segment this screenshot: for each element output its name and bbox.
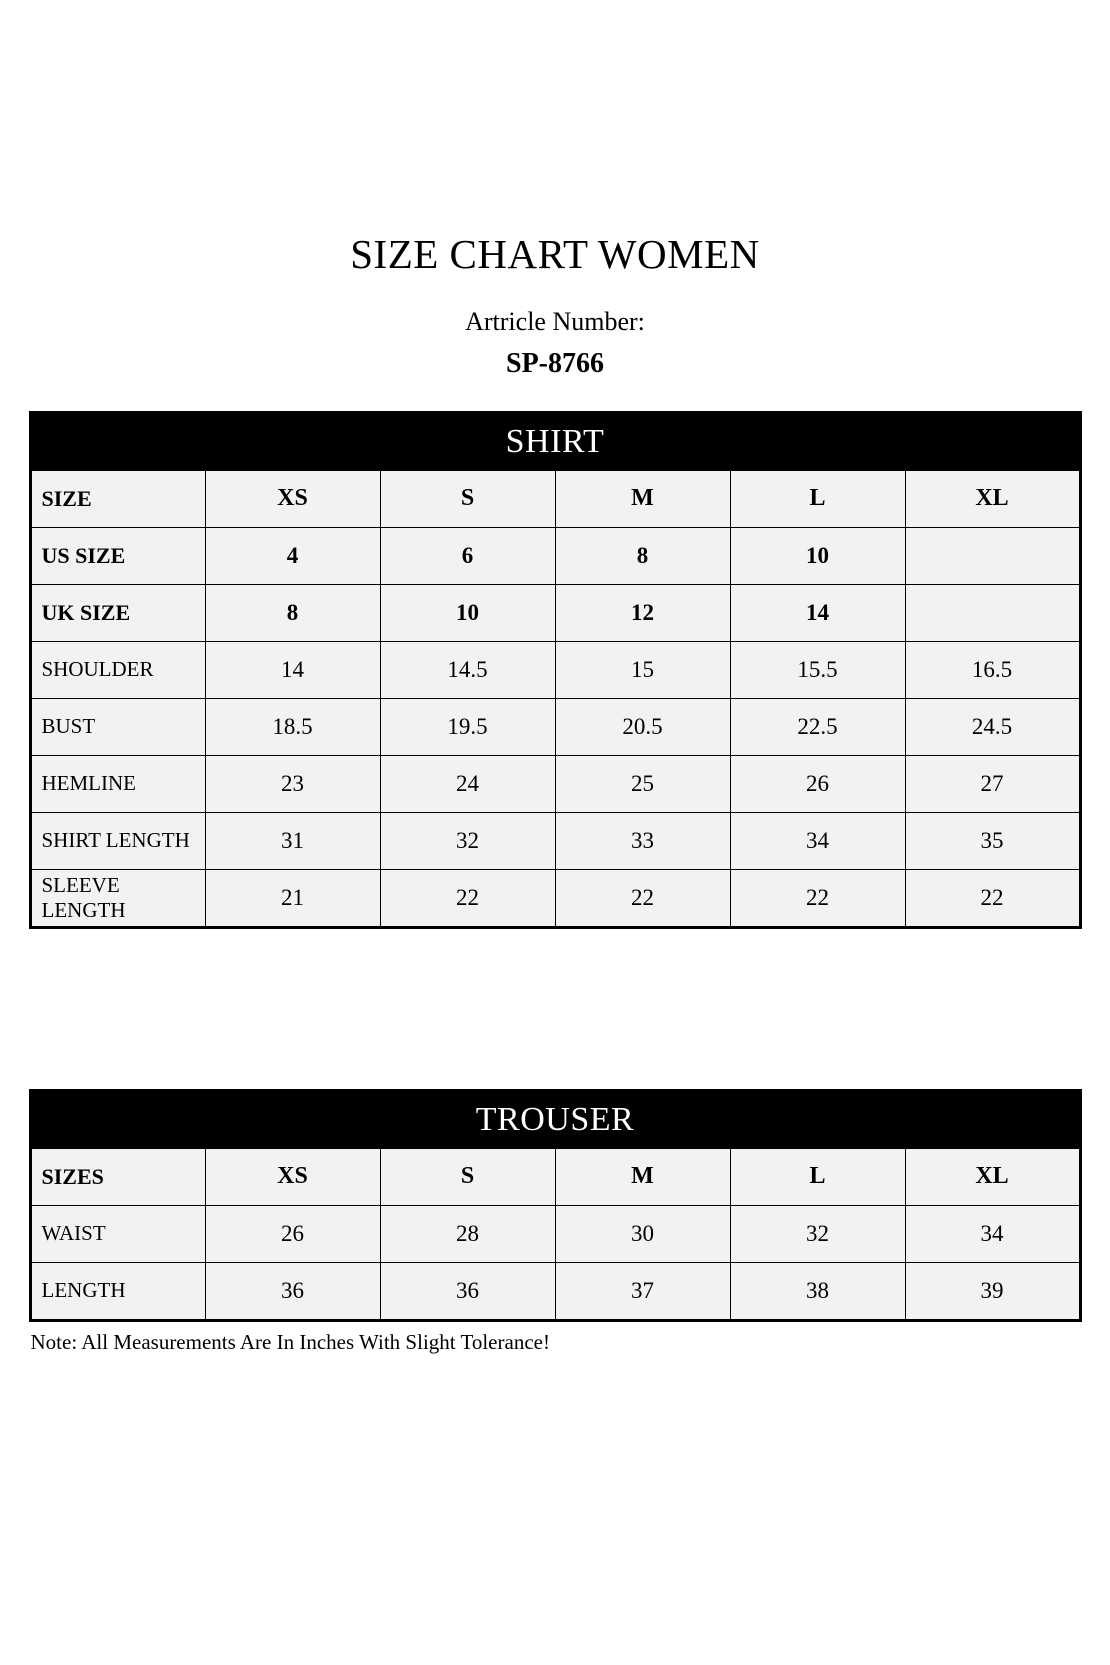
table-row [30, 869, 1080, 927]
trouser-size-xs: XS [205, 1148, 380, 1205]
cell-shirt-length-m: 33 [555, 812, 730, 869]
cell-bust-m: 20.5 [555, 698, 730, 755]
cell-uk-size-m: 12 [555, 584, 730, 641]
cell-sleeve-length-s: 22 [380, 869, 555, 927]
trouser-header-label: SIZES [30, 1148, 205, 1205]
cell-length-l: 38 [730, 1262, 905, 1320]
table-row [30, 1205, 1080, 1262]
article-number-value: SP-8766 [506, 347, 604, 379]
cell-hemline-xs: 23 [205, 755, 380, 812]
spacer [0, 383, 1110, 411]
cell-hemline-m: 25 [555, 755, 730, 812]
table-row [30, 584, 1080, 641]
cell-sleeve-length-l: 22 [730, 869, 905, 927]
shirt-table-block [29, 411, 1082, 929]
cell-waist-m: 30 [555, 1205, 730, 1262]
cell-hemline-l: 26 [730, 755, 905, 812]
cell-shirt-length-xl: 35 [905, 812, 1080, 869]
cell-us-size-l: 10 [730, 527, 905, 584]
shirt-size-m: M [555, 470, 730, 527]
spacer [0, 929, 1110, 1089]
table-banner-row [30, 412, 1080, 470]
table-row [30, 812, 1080, 869]
trouser-size-l: L [730, 1148, 905, 1205]
trouser-table-block [29, 1089, 1082, 1322]
row-label-waist: WAIST [30, 1205, 205, 1262]
trouser-size-xl: XL [905, 1148, 1080, 1205]
row-label-length: LENGTH [30, 1262, 205, 1320]
cell-shirt-length-xs: 31 [205, 812, 380, 869]
cell-hemline-xl: 27 [905, 755, 1080, 812]
cell-length-xs: 36 [205, 1262, 380, 1320]
cell-bust-s: 19.5 [380, 698, 555, 755]
page-title: SIZE CHART WOMEN [350, 231, 760, 277]
shirt-size-xl: XL [905, 470, 1080, 527]
cell-waist-xs: 26 [205, 1205, 380, 1262]
row-label-uk-size: UK SIZE [30, 584, 205, 641]
row-label-us-size: US SIZE [30, 527, 205, 584]
article-info [0, 305, 1110, 383]
cell-uk-size-l: 14 [730, 584, 905, 641]
cell-us-size-s: 6 [380, 527, 555, 584]
cell-us-size-xs: 4 [205, 527, 380, 584]
cell-uk-size-xs: 8 [205, 584, 380, 641]
table-banner-row [30, 1090, 1080, 1148]
cell-shoulder-s: 14.5 [380, 641, 555, 698]
cell-uk-size-s: 10 [380, 584, 555, 641]
trouser-size-m: M [555, 1148, 730, 1205]
shirt-banner: SHIRT [30, 412, 1080, 470]
trouser-banner: TROUSER [30, 1090, 1080, 1148]
table-row [30, 641, 1080, 698]
trouser-size-table [29, 1089, 1082, 1322]
shirt-size-l: L [730, 470, 905, 527]
cell-shoulder-l: 15.5 [730, 641, 905, 698]
table-header-row [30, 470, 1080, 527]
row-label-shoulder: SHOULDER [30, 641, 205, 698]
row-label-hemline: HEMLINE [30, 755, 205, 812]
cell-us-size-xl [905, 527, 1080, 584]
cell-bust-xs: 18.5 [205, 698, 380, 755]
row-label-bust: BUST [30, 698, 205, 755]
table-row [30, 755, 1080, 812]
cell-hemline-s: 24 [380, 755, 555, 812]
cell-bust-xl: 24.5 [905, 698, 1080, 755]
cell-waist-s: 28 [380, 1205, 555, 1262]
cell-length-s: 36 [380, 1262, 555, 1320]
cell-shoulder-m: 15 [555, 641, 730, 698]
cell-shoulder-xl: 16.5 [905, 641, 1080, 698]
row-label-shirt-length: SHIRT LENGTH [30, 812, 205, 869]
table-row [30, 698, 1080, 755]
cell-sleeve-length-xs: 21 [205, 869, 380, 927]
row-label-sleeve-length: SLEEVE LENGTH [30, 869, 205, 927]
cell-sleeve-length-xl: 22 [905, 869, 1080, 927]
table-row [30, 1262, 1080, 1320]
cell-shirt-length-l: 34 [730, 812, 905, 869]
cell-shirt-length-s: 32 [380, 812, 555, 869]
cell-length-m: 37 [555, 1262, 730, 1320]
cell-waist-l: 32 [730, 1205, 905, 1262]
trouser-size-s: S [380, 1148, 555, 1205]
cell-shoulder-xs: 14 [205, 641, 380, 698]
cell-us-size-m: 8 [555, 527, 730, 584]
cell-sleeve-length-m: 22 [555, 869, 730, 927]
shirt-header-label: SIZE [30, 470, 205, 527]
table-row [30, 527, 1080, 584]
measurement-note: Note: All Measurements Are In Inches With Slight Tolerance! [30, 1329, 550, 1354]
table-header-row [30, 1148, 1080, 1205]
shirt-size-xs: XS [205, 470, 380, 527]
shirt-size-table [29, 411, 1082, 929]
shirt-size-s: S [380, 470, 555, 527]
cell-length-xl: 39 [905, 1262, 1080, 1320]
article-number-label: Artricle Number: [465, 307, 645, 337]
cell-bust-l: 22.5 [730, 698, 905, 755]
cell-waist-xl: 34 [905, 1205, 1080, 1262]
cell-uk-size-xl [905, 584, 1080, 641]
